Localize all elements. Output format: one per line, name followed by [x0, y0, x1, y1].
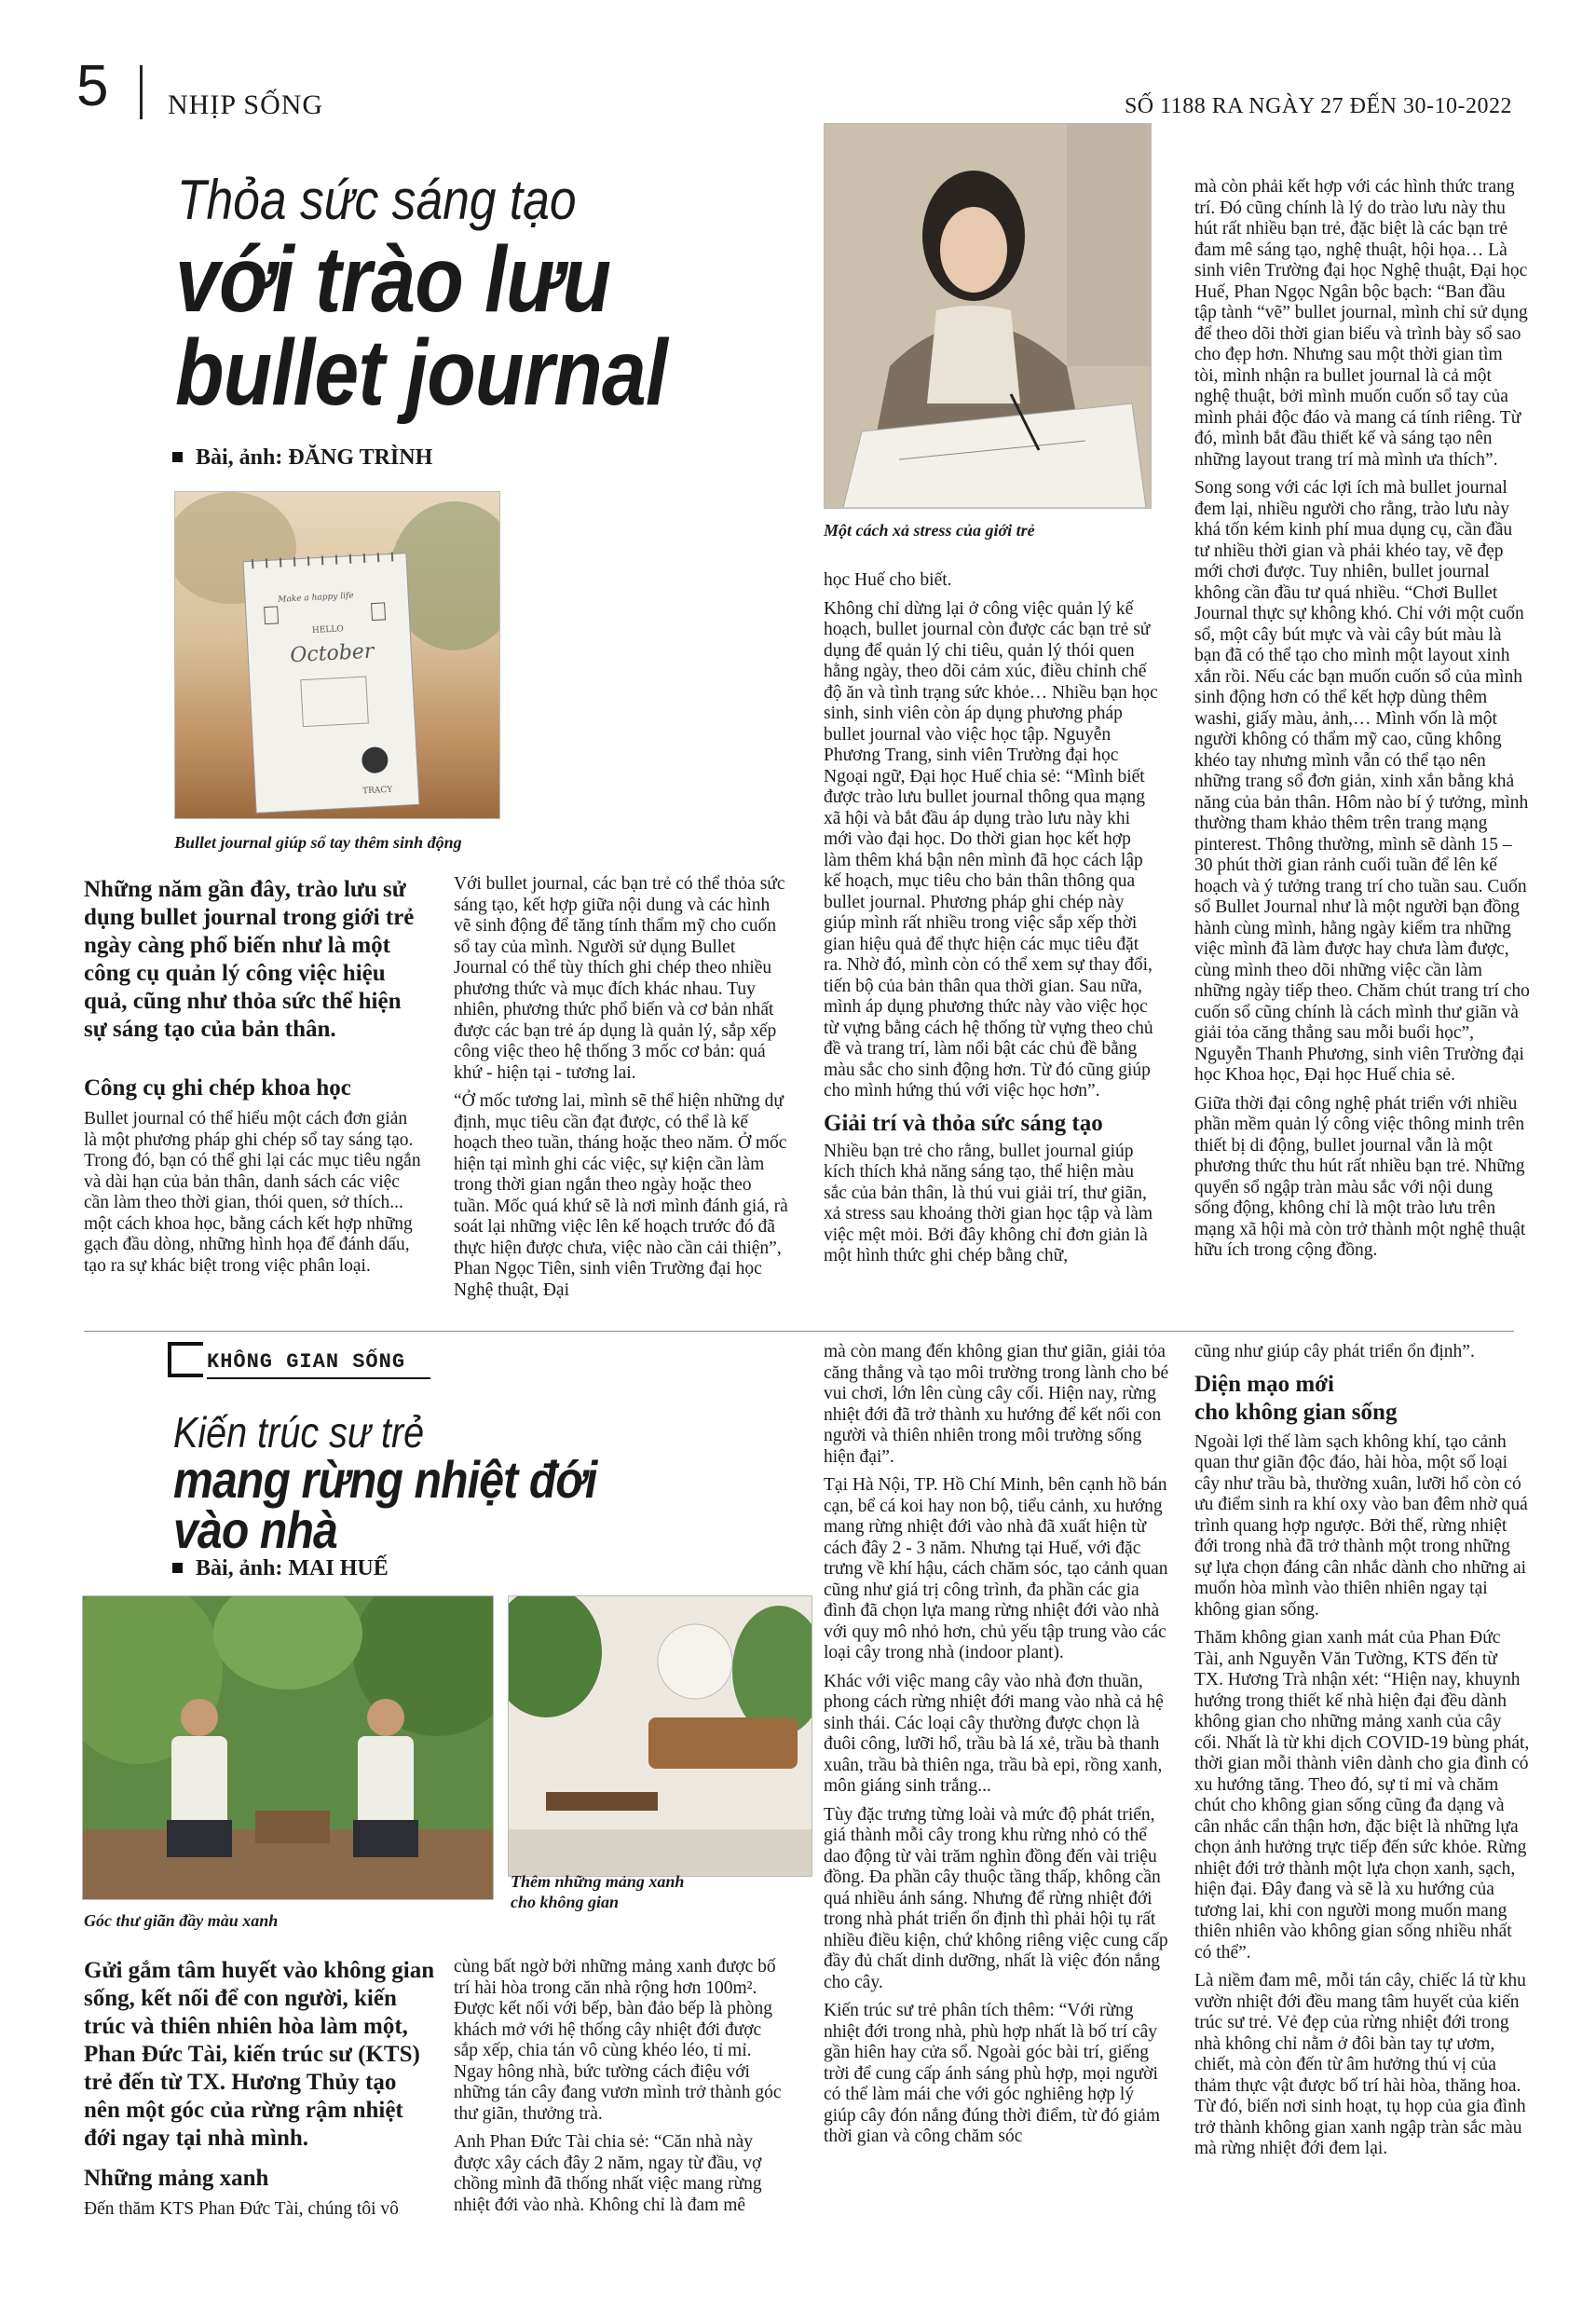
article2-col4-paragraph-3: Thăm không gian xanh mát của Phan Đức Tài, anh Nguyễn Văn Tường, KTS đến từ TX. Hương Trà nhận xét: “Hiện nay, khuynh hướng trong thiết kế nhà hiện đại đều dành không gian cho những mảng xanh của cây cối. Nhất là từ khi dịch COVID-19 bùng phát, thời gian mỗi thành viên dành cho gia đình có xu hướng tăng. Theo đó, sự tỉ mỉ và chăm chút cho không gian sống cũng đa dạng và cân nhắc cẩn thận hơn, đặc biệt là những lựa chọn ảnh hưởng trực tiếp đến sức khỏe. Rừng nhiệt đới trở thành một lựa chọn xanh, sạch, hiện đại. Đây đang và sẽ là xu hướng của tương lai, khi con người mong muốn mang thiên nhiên vào không gian sống nhiều nhất có thể”. — [1194, 1628, 1530, 1963]
article1-headline-line1: với trào lưu — [175, 227, 611, 332]
article1-kicker: Thỏa sức sáng tạo — [177, 169, 577, 231]
article2-kicker: Kiến trúc sư trẻ — [173, 1408, 425, 1457]
living-room-illustration — [509, 1596, 812, 1876]
notebook-text-4: TRACY — [361, 785, 393, 797]
girl-writing-photo — [824, 123, 1152, 509]
girl-writing-caption: Một cách xả stress của giới trẻ — [824, 521, 1035, 540]
article2-byline-text: Bài, ảnh: MAI HUẾ — [196, 1556, 389, 1580]
notebook-illustration — [175, 492, 499, 818]
girl-writing-illustration — [825, 124, 1151, 508]
article1-headline-line2: bullet journal — [175, 321, 667, 425]
rubric-title: KHÔNG GIAN SỐNG — [207, 1350, 406, 1374]
article2-col1-paragraph: Đến thăm KTS Phan Đức Tài, chúng tôi vô — [84, 2199, 399, 2219]
article1-col2-paragraph-1: Với bullet journal, các bạn trẻ có thể thỏa sức sáng tạo, kết hợp giữa nội dung và các hình vẽ sinh động để tăng tính thẩm mỹ cho cuốn sổ tay của mình. Người sử dụng Bullet Journal có thể tùy thích ghi chép theo nhiều phương thức và mục đích khác nhau. Tuy nhiên, phương thức phổ biến và cơ bản nhất được các bạn trẻ áp dụng là quản lý, sắp xếp công việc theo hệ thống 3 mốc cơ bản: quá khứ - hiện tại - tương lai. — [454, 874, 785, 1083]
rubric-bracket — [168, 1342, 203, 1377]
article2-subhead-1: Những mảng xanh — [84, 2166, 269, 2191]
article1-byline-text: Bài, ảnh: ĐĂNG TRÌNH — [196, 445, 433, 470]
article2-subhead-2-line2: cho không gian sống — [1194, 1399, 1398, 1425]
article1-col2-paragraph-2: “Ở mốc tương lai, mình sẽ thể hiện những dự định, mục tiêu cần đạt được, có thể là kế hoạch theo tuần, tháng hoặc theo năm. Ở mốc hiện tại mình ghi các việc, sự kiện cần làm trong thời gian ngắn theo ngày hoặc theo tuần. Mốc quá khứ sẽ là nơi mình đánh giá, rà soát lại những việc lên kế hoạch trước đó đã thực hiện được chưa, việc nào cần cải thiện”, Phan Ngọc Tiên, sinh viên Trường đại học Nghệ thuật, Đại — [454, 1091, 788, 1300]
page-number: 5 — [76, 54, 109, 118]
notebook-text-3: October — [289, 639, 375, 668]
article2-col2-paragraph-2: Anh Phan Đức Tài chia sẻ: “Căn nhà này được xây cách đây 2 năm, ngay từ đầu, vợ chồng mình đã thống nhất việc mang rừng nhiệt đới vào nhà. Không chỉ là đam mê — [454, 2132, 762, 2215]
article1-col4-paragraph-1: mà còn phải kết hợp với các hình thức trang trí. Đó cũng chính là lý do trào lưu này thu hút rất nhiều bạn trẻ, đặc biệt là các bạn trẻ đam mê sáng tạo, nghệ thuật, hội họa… Là sinh viên Trường đại học Nghệ thuật, Đại học Huế, Phan Ngọc Ngân bộc bạch: “Ban đầu tập tành “vẽ” bullet journal, mình chỉ sử dụng để theo dõi thời gian biểu và trình bày sổ sao cho đẹp hơn. Nhưng sau một thời gian tìm tòi, mình nhận ra bullet journal là cả một nghệ thuật, bởi mình muốn cuốn sổ tay của mình phải độc đáo và mang cá tính riêng. Từ đó, mình bắt đầu thiết kế và sáng tạo nên những layout trang trí mà mình ưa thích”. — [1194, 177, 1528, 470]
article2-col3-paragraph-2: Tại Hà Nội, TP. Hồ Chí Minh, bên cạnh hồ bán cạn, bể cá koi hay non bộ, tiểu cảnh, xu hướng mang rừng nhiệt đới vào nhà đã xuất hiện từ cách đây 2 - 3 năm. Nhưng tại Huế, với đặc trưng về khí hậu, cách chăm sóc, tạo cảnh quan cũng như giá trị công trình, đa phần các gia đình đã chọn lựa mang rừng nhiệt đới vào nhà với quy mô nhỏ hơn, chủ yếu tập trung vào các loại cây trong nhà (indoor plant). — [824, 1475, 1168, 1662]
article1-column-4 — [1194, 177, 1530, 1269]
article2-headline-line1: mang rừng nhiệt đới — [173, 1450, 597, 1509]
article1-col4-paragraph-2: Song song với các lợi ích mà bullet journal đem lại, nhiều người cho rằng, trào lưu này khá tốn kém kinh phí mua dụng cụ, cần đầu tư nhiều thời gian và phải khéo tay, vẽ đẹp mới chơi được. Tuy nhiên, bullet journal không cần đầu tư quá nhiều. “Chơi Bullet Journal thực sự không khó. Chỉ với một cuốn sổ, một cây bút mực và vài cây bút màu là bạn đã có thể tạo cho mình một layout xinh xắn rồi. Nếu các bạn muốn cuốn sổ của mình sinh động hơn có thể kết hợp dùng thêm washi, giấy màu, ảnh,… Mình vốn là một người không có thẩm mỹ cao, cũng không khéo tay nhưng mình vẫn có thể tạo nên những trang sổ đơn giản, xinh xắn bằng khả năng của bản thân. Hôm nào bí ý tưởng, mình thường tham khảo thêm trên trang mạng pinterest. Thông thường, mình sẽ dành 15 – 30 phút thời gian rảnh cuối tuần để lên kế hoạch và ý tưởng trang trí cho tuần sau. Cuốn sổ Bullet Journal như là một người bạn đồng hành cùng mình, hằng ngày kiểm tra những việc mình đã làm được hay chưa làm được, cùng mình theo dõi những việc cần làm những ngày tiếp theo. Chăm chút trang trí cho cuốn sổ cũng chính là cách mình thư giãn và giải tỏa căng thẳng sau mỗi buổi học”, Nguyễn Thanh Phương, sinh viên Trường đại học Khoa học, Đại học Huế chia sẻ. — [1194, 478, 1530, 1085]
section-title: NHỊP SỐNG — [168, 89, 324, 120]
notebook-text-2: HELLO — [311, 624, 345, 636]
living-room-caption-line2: cho không gian — [511, 1893, 620, 1911]
article2-column-1 — [84, 2199, 438, 2228]
article1-byline — [172, 445, 432, 471]
rubric-underline — [207, 1377, 430, 1379]
byline-bullet-2 — [172, 1563, 183, 1573]
article2-col4-paragraph-2: Ngoài lợi thế làm sạch không khí, tạo cảnh quan thư giãn độc đáo, hài hòa, một số loại cây như trầu bà, thường xuân, lưỡi hổ còn có ưu điểm sinh ra khí oxy vào ban đêm nhờ quá trình quang hợp ngược. Bởi thế, rừng nhiệt đới trong nhà đã trở thành một trong những sự lựa chọn đáng cân nhắc dành cho những ai muốn hòa mình vào thiên nhiên ngay tại không gian sống. — [1194, 1431, 1528, 1620]
article2-subhead-2-line1: Diện mạo mới — [1194, 1371, 1334, 1397]
article2-col3-paragraph-4: Tùy đặc trưng từng loài và mức độ phát triển, giá thành mỗi cây trong khu rừng nhỏ có thể dao động từ vài trăm nghìn đồng đến vài triệu đồng. Đa phần cây thuộc tầng thấp, không cần quá nhiều ánh sáng. Nhưng để rừng nhiệt đới trong nhà phát triển ổn định thì phải hội tụ rất nhiều điều kiện, chứ không riêng việc cung cấp đầy đủ chất dinh dưỡng, nhất là việc đón nắng cho cây. — [824, 1804, 1168, 1992]
article1-lead: Những năm gần đây, trào lưu sử dụng bullet journal trong giới trẻ ngày càng phổ biến như là một công cụ quản lý công việc hiệu quả, cũng như thỏa sức thể hiện sự sáng tạo của bản thân. — [84, 877, 415, 1042]
living-room-caption-line1: Thêm những mảng xanh — [511, 1872, 685, 1891]
garden-photo — [82, 1595, 494, 1900]
article2-column-3 — [824, 1342, 1170, 2155]
garden-illustration — [83, 1596, 493, 1899]
article1-col3-paragraph-2: Nhiều bạn trẻ cho rằng, bullet journal giúp kích thích khả năng sáng tạo, thể hiện màu sắc của bản thân, là thú vui giải trí, thư giãn, xả stress sau khoảng thời gian học tập và làm việc mệt mỏi. Bởi đây không chỉ đơn giản là một hình thức ghi chép bằng chữ, — [824, 1141, 1153, 1265]
notebook-photo — [174, 491, 500, 819]
header-divider — [140, 65, 143, 119]
article1-col3-paragraph-0: học Huế cho biết. — [824, 570, 952, 590]
article1-subhead-1: Công cụ ghi chép khoa học — [84, 1075, 351, 1101]
article1-column-2 — [454, 874, 789, 1308]
article1-column-1 — [84, 1109, 424, 1284]
article2-column-4 — [1194, 1342, 1530, 2168]
notebook-photo-caption: Bullet journal giúp sổ tay thêm sinh động — [174, 833, 462, 852]
article2-col3-paragraph-5: Kiến trúc sư trẻ phân tích thêm: “Với rừng nhiệt đới trong nhà, phù hợp nhất là bố trí cây gần hiên hay cửa sổ. Ngoài góc bài trí, giếng trời để cung cấp ánh sáng phù hợp, mọi người có thể làm mái che với góc nghiêng hợp lý giúp cây đón nắng đúng thời điểm, từ đó giảm thời gian và công chăm sóc — [824, 2001, 1160, 2146]
article2-col4-paragraph-1: cũng như giúp cây phát triển ổn định”. — [1194, 1342, 1475, 1361]
section-divider — [84, 1331, 1514, 1332]
article2-col2-paragraph-1: cùng bất ngờ bởi những mảng xanh được bố trí hài hòa trong căn nhà rộng hơn 100m². Được kết nối với bếp, bàn đảo bếp là phòng khách mở với hệ thống cây nhiệt đới được sắp xếp, chia tán vô cùng khéo léo, tỉ mỉ. Ngay hông nhà, bức tường cách điệu với những tán cây đang vươn mình trở thành góc thư giãn, thưởng trà. — [454, 1957, 782, 2124]
article2-col3-paragraph-1: mà còn mang đến không gian thư giãn, giải tỏa căng thẳng và tạo môi trường trong lành cho bé vui chơi, lớn lên cùng cây cối. Hiện nay, rừng nhiệt đới đã trở thành xu hướng để kết nối con người và thiên nhiên trong môi trường sống hiện đại”. — [824, 1342, 1169, 1467]
article2-col3-paragraph-3: Khác với việc mang cây vào nhà đơn thuần, phong cách rừng nhiệt đới mang vào nhà cả hệ sinh thái. Các loại cây thường được chọn là đuôi công, lưỡi hổ, trầu bà lá xẻ, trầu bà thanh xuân, trầu bà thiên nga, trầu bà epi, rồng xanh, môn giáng sinh trắng... — [824, 1671, 1164, 1796]
article2-byline — [172, 1556, 389, 1581]
article2-headline-line2: vào nhà — [173, 1500, 337, 1559]
byline-bullet — [172, 452, 183, 462]
garden-photo-caption: Góc thư giãn đầy màu xanh — [84, 1911, 279, 1930]
article1-col1-paragraph: Bullet journal có thể hiểu một cách đơn giản là một phương pháp ghi chép sổ tay sáng tạo. Trong đó, bạn có thể ghi lại các mục tiêu ngắn và dài hạn của bản thân, danh sách các việc cần làm theo thời gian, thói quen, sở thích... một cách khoa học, bằng cách kết hợp những gạch đầu dòng, những hình họa để đánh dấu, tạo ra sự khác biệt trong việc phân loại. — [84, 1109, 421, 1276]
notebook-text-1: Make a happy life — [277, 591, 354, 605]
article2-lead: Gửi gắm tâm huyết vào không gian sống, kết nối để con người, kiến trúc và thiên nhiên hòa làm một, Phan Đức Tài, kiến trúc sư (KTS) trẻ đến từ TX. Hương Thủy tạo nên một góc của rừng rậm nhiệt đới ngay tại nhà mình. — [84, 1958, 435, 2151]
article1-column-3 — [824, 570, 1159, 1275]
article1-col4-paragraph-3: Giữa thời đại công nghệ phát triển với nhiều phần mềm quản lý công việc thông minh trên thiết bị di động, bullet journal vẫn là một phương thức thu hút rất nhiều bạn trẻ. Những quyển sổ ngập tràn màu sắc với nội dung sống động, không chỉ là một trào lưu trên mạng xã hội mà còn trở thành một nghệ thuật hữu ích trong cộng đồng. — [1194, 1093, 1526, 1260]
article2-col4-paragraph-4: Là niềm đam mê, mỗi tán cây, chiếc lá từ khu vườn nhiệt đới đều mang tâm huyết của kiến trúc sư trẻ. Vẻ đẹp của rừng nhiệt đới trong nhà không chỉ nằm ở đôi bàn tay tự ươm, chiết, mà còn đến từ âm hưởng thú vị của thảm thực vật được bố trí hài hòa, thăng hoa. Từ đó, biến nơi sinh hoạt, tụ họp của gia đình trở thành không gian xanh ngập tràn sắc màu mà rừng nhiệt đới đem lại. — [1194, 1971, 1526, 2158]
issue-date: SỐ 1188 RA NGÀY 27 ĐẾN 30-10-2022 — [1124, 94, 1512, 118]
living-room-photo — [508, 1595, 812, 1877]
article1-col3-paragraph-1: Không chỉ dừng lại ở công việc quản lý kế hoạch, bullet journal còn được các bạn trẻ sử dụng để quản lý chi tiêu, quản lý thói quen hằng ngày, theo dõi cảm xúc, điều chỉnh chế độ ăn và tình trạng sức khỏe… Nhiều bạn học sinh, sinh viên còn áp dụng phương pháp bullet journal vào việc học tập. Nguyễn Phương Trang, sinh viên Trường đại học Ngoại ngữ, Đại học Huế chia sẻ: “Mình biết được trào lưu bullet journal thông qua mạng xã hội và bắt đầu áp dụng trào lưu này khi mới vào đại học. Do thời gian học kết hợp làm thêm khá bận nên mình đã học cách lập kế hoạch, mục tiêu cho bản thân thông qua bullet journal. Phương pháp ghi chép này giúp mình rất nhiều trong việc sắp xếp thời gian hiệu quả để thực hiện các mục tiêu đặt ra. Nhờ đó, mình còn có thể xem sự thay đổi, tiến bộ của bản thân qua thời gian. Sau nữa, mình áp dụng phương thức này vào việc học từ vựng bằng cách hệ thống từ vựng theo chủ đề và trang trí, làm nổi bật các chủ đề bằng màu sắc cho sinh động hơn. Từ đó cũng giúp cho mình hứng thú với việc học hơn”. — [824, 598, 1158, 1101]
article2-column-2 — [454, 1957, 789, 2223]
article1-subhead-2: Giải trí và thỏa sức sáng tạo — [824, 1110, 1103, 1136]
